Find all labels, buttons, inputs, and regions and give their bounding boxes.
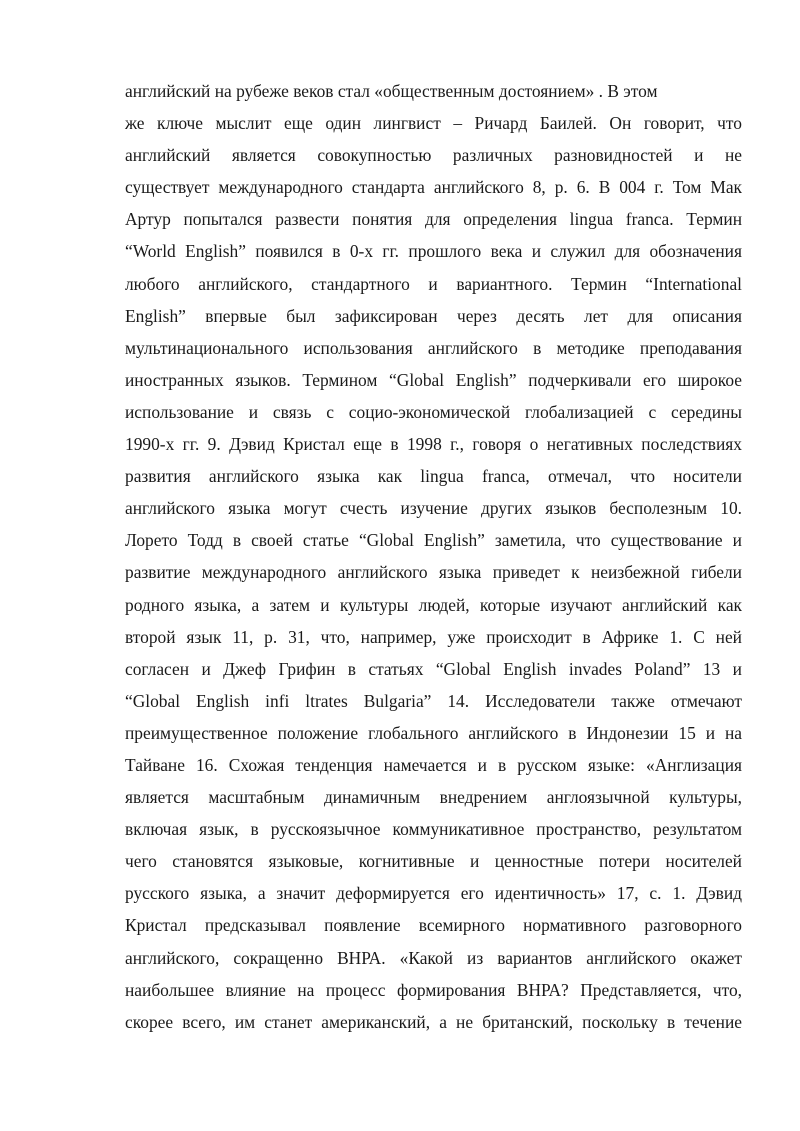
text-line: Артур попытался развести понятия для определения lingua franca. Термин <box>125 209 742 230</box>
body-text <box>125 75 742 1038</box>
text-line: 1990-х гг. 9. Дэвид Кристал еще в 1998 г., говоря о негативных последствиях <box>125 434 742 455</box>
text-line: английский на рубеже веков стал «общественным достоянием» . В этом <box>125 81 658 101</box>
text-line: использование и связь с социо-экономической глобализацией с середины <box>125 401 742 422</box>
text-line: иностранных языков. Термином “Global English” подчеркивали его широкое <box>125 369 742 390</box>
text-line: включая язык, в русскоязычное коммуникативное пространство, результатом <box>125 819 742 840</box>
text-line: мультинационального использования английского в методике преподавания <box>125 337 742 358</box>
text-line: родного языка, а затем и культуры людей, которые изучают английский как <box>125 594 742 615</box>
text-line: “Global English infi ltrates Bulgaria” 14. Исследователи также отмечают <box>125 690 742 711</box>
text-line: Тайване 16. Схожая тенденция намечается и в русском языке: «Англизация <box>125 754 742 775</box>
text-line: же ключе мыслит еще один лингвист – Ричард Баилей. Он говорит, что <box>125 113 742 134</box>
text-line: “World English” появился в 0-х гг. прошлого века и служил для обозначения <box>125 241 742 262</box>
text-line: английского языка могут счесть изучение других языков бесполезным 10. <box>125 498 742 519</box>
text-line: любого английского, стандартного и вариантного. Термин “International <box>125 273 742 294</box>
text-line: английский является совокупностью различных разновидностей и не <box>125 145 742 166</box>
text-line: русского языка, а значит деформируется его идентичность» 17, с. 1. Дэвид <box>125 883 742 904</box>
text-line: согласен и Джеф Грифин в статьях “Global English invades Poland” 13 и <box>125 658 742 679</box>
text-line: второй язык 11, р. 31, что, например, уже происходит в Африке 1. С ней <box>125 626 742 647</box>
text-line: English” впервые был зафиксирован через десять лет для описания <box>125 305 742 326</box>
text-line: Кристал предсказывал появление всемирного нормативного разговорного <box>125 915 742 936</box>
text-line: является масштабным динамичным внедрением англоязычной культуры, <box>125 787 742 808</box>
text-line: наибольшее влияние на процесс формирования ВНРА? Представляется, что, <box>125 979 742 1000</box>
text-line: скорее всего, им станет американский, а не британский, поскольку в течение <box>125 1011 742 1032</box>
text-line: Лорето Тодд в своей статье “Global English” заметила, что существование и <box>125 530 742 551</box>
text-line: развитие международного английского языка приведет к неизбежной гибели <box>125 562 742 583</box>
text-line: чего становятся языковые, когнитивные и ценностные потери носителей <box>125 851 742 872</box>
text-line: преимущественное положение глобального английского в Индонезии 15 и на <box>125 722 742 743</box>
text-line: английского, сокращенно ВНРА. «Какой из вариантов английского окажет <box>125 947 742 968</box>
text-line: существует международного стандарта английского 8, р. 6. В 004 г. Том Мак <box>125 177 742 198</box>
text-line: развития английского языка как lingua franca, отмечал, что носители <box>125 466 742 487</box>
